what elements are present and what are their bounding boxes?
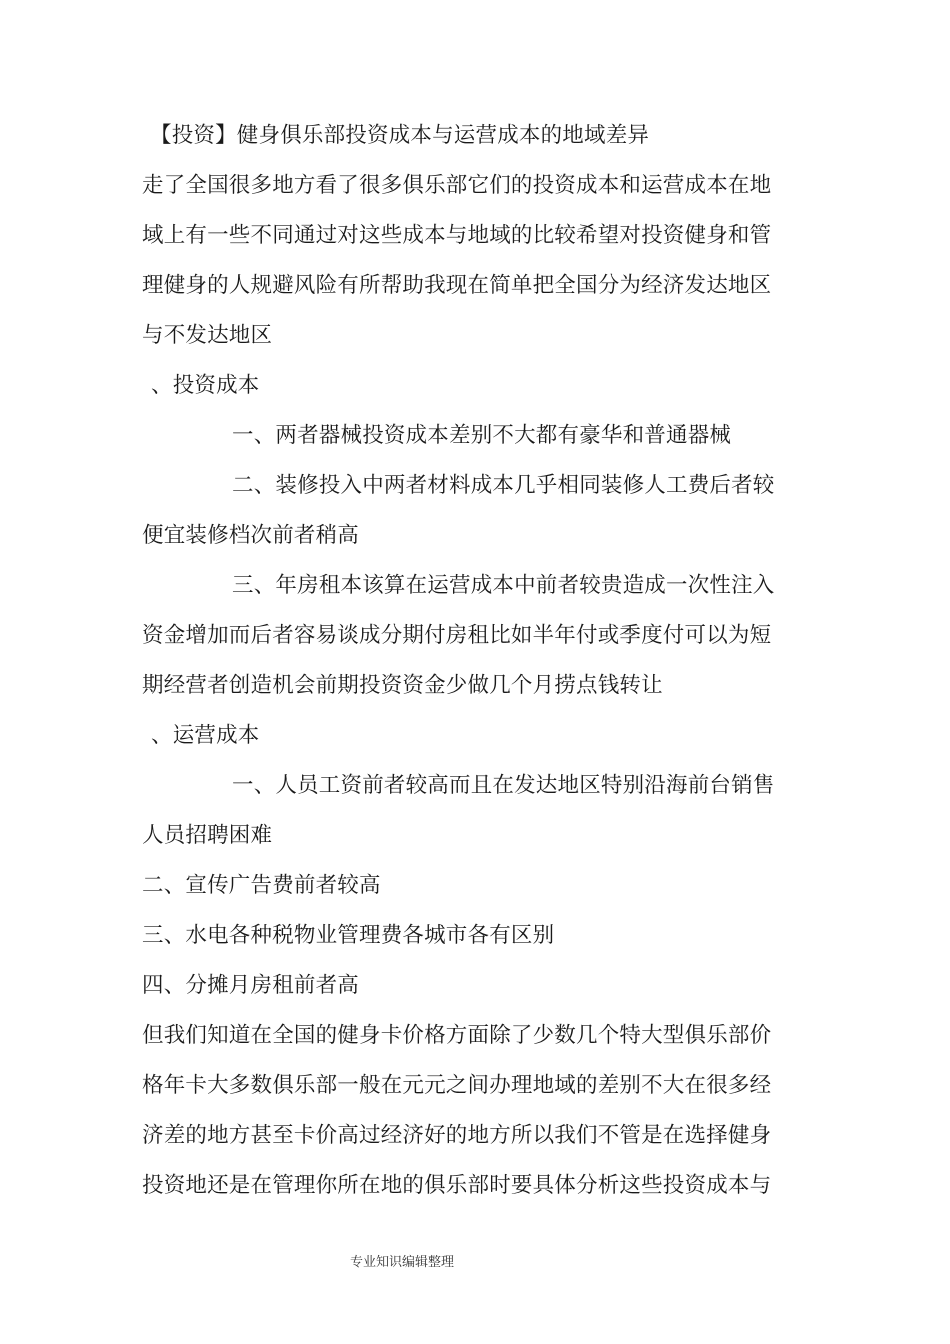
list-item: 一、两者器械投资成本差别不大都有豪华和普通器械 xyxy=(232,423,732,448)
list-item: 三、年房租本该算在运营成本中前者较贵造成一次性注入 xyxy=(232,573,775,598)
section-heading: 、投资成本 xyxy=(151,373,260,398)
paragraph-line: 与不发达地区 xyxy=(142,323,273,348)
paragraph-line: 济差的地方甚至卡价高过经济好的地方所以我们不管是在选择健身 xyxy=(142,1123,772,1148)
paragraph-line: 便宜装修档次前者稍高 xyxy=(142,523,360,548)
section-heading: 、运营成本 xyxy=(151,723,260,748)
paragraph-line: 期经营者创造机会前期投资资金少做几个月捞点钱转让 xyxy=(142,673,663,698)
paragraph-line: 资金增加而后者容易谈成分期付房租比如半年付或季度付可以为短 xyxy=(142,623,772,648)
list-item: 四、分摊月房租前者高 xyxy=(142,973,360,998)
paragraph-line: 投资地还是在管理你所在地的俱乐部时要具体分析这些投资成本与 xyxy=(142,1173,772,1198)
paragraph-line: 理健身的人规避风险有所帮助我现在简单把全国分为经济发达地区 xyxy=(142,273,772,298)
paragraph-line: 但我们知道在全国的健身卡价格方面除了少数几个特大型俱乐部价 xyxy=(142,1023,772,1048)
paragraph-line: 走了全国很多地方看了很多俱乐部它们的投资成本和运营成本在地 xyxy=(142,173,772,198)
list-item: 二、装修投入中两者材料成本几乎相同装修人工费后者较 xyxy=(232,473,775,498)
paragraph-line: 格年卡大多数俱乐部一般在元元之间办理地域的差别不大在很多经 xyxy=(142,1073,772,1098)
list-item: 一、人员工资前者较高而且在发达地区特别沿海前台销售 xyxy=(232,773,775,798)
page-footer: 专业知识编辑整理 xyxy=(350,1255,455,1270)
paragraph-line: 人员招聘困难 xyxy=(142,823,273,848)
document-title: 【投资】健身俱乐部投资成本与运营成本的地域差异 xyxy=(150,123,650,148)
list-item: 二、宣传广告费前者较高 xyxy=(142,873,381,898)
paragraph-line: 域上有一些不同通过对这些成本与地域的比较希望对投资健身和管 xyxy=(142,223,772,248)
list-item: 三、水电各种税物业管理费各城市各有区别 xyxy=(142,923,555,948)
